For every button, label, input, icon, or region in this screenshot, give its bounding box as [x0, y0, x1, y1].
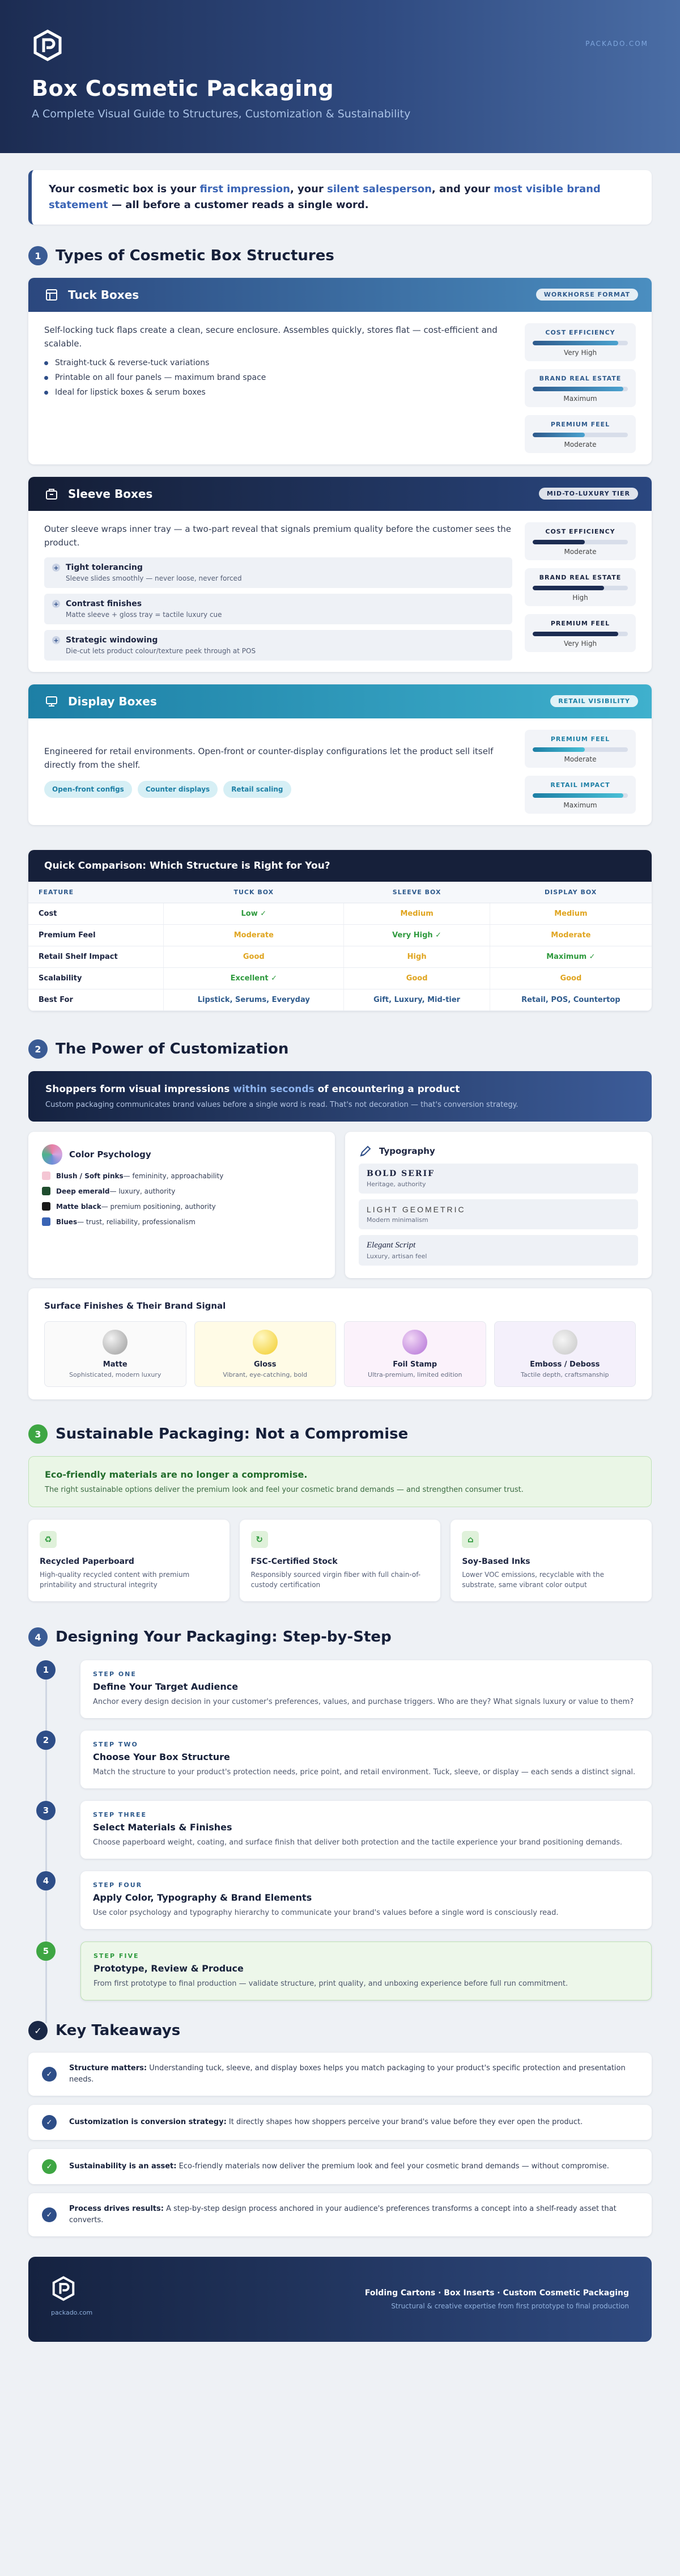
- takeaway-item: [28, 2105, 652, 2140]
- tuck-box-card: [28, 278, 652, 464]
- metric-bar: [533, 793, 628, 798]
- impression-banner: [28, 1071, 652, 1122]
- step-card: [80, 1941, 652, 2000]
- typeface-name: Elegant Script: [367, 1241, 416, 1250]
- site-url[interactable]: PACKADO.COM: [585, 40, 648, 48]
- step-title: Select Materials & Finishes: [93, 1822, 232, 1833]
- metric-bar-fill: [533, 747, 585, 752]
- table-cell: Good: [344, 968, 490, 989]
- tag-pill: Open-front configs: [44, 781, 132, 798]
- eco-card: [450, 1520, 652, 1601]
- step-number: 2: [36, 1731, 56, 1750]
- step-title: Choose Your Box Structure: [93, 1752, 230, 1762]
- typeface-desc: Heritage, authority: [367, 1181, 426, 1188]
- color-swatch: [42, 1217, 50, 1226]
- comparison-table-card: [28, 850, 652, 1011]
- box-icon: [44, 287, 59, 302]
- step-card: [80, 1801, 652, 1859]
- footer-services: Folding Cartons · Box Inserts · Custom Cosmetic Packaging: [364, 2289, 629, 2298]
- banner-highlight: within seconds: [233, 1084, 314, 1095]
- eco-card-desc: Responsibly sourced virgin fiber with full chain-of-custody certification: [250, 1571, 421, 1589]
- color-name: Deep emerald: [56, 1187, 110, 1195]
- step-desc: Use color psychology and typography hierarchy to communicate your brand's values before a single word is consciously read.: [93, 1909, 559, 1917]
- table-row: [28, 989, 652, 1011]
- card-body: [28, 312, 652, 464]
- page-subtitle: A Complete Visual Guide to Structures, Customization & Sustainability: [32, 108, 411, 120]
- pen-icon: [359, 1144, 372, 1158]
- feature-item: [44, 557, 512, 588]
- table-row: [28, 925, 652, 946]
- check-icon: ✓: [28, 2021, 48, 2040]
- finish-card: [494, 1321, 636, 1387]
- page-title: Box Cosmetic Packaging: [32, 76, 334, 101]
- intro-text: , and your: [431, 183, 494, 195]
- metric-value: Maximum: [563, 395, 597, 403]
- display-box-card: [28, 684, 652, 825]
- bullet-item: Ideal for lipstick boxes & serum boxes: [44, 388, 512, 397]
- color-item: [42, 1187, 321, 1195]
- table-cell: Medium: [490, 903, 652, 925]
- step-card: [80, 1660, 652, 1718]
- typeface-desc: Luxury, artisan feel: [367, 1253, 427, 1260]
- finish-card: [194, 1321, 337, 1387]
- tier-badge: MID-TO-LUXURY TIER: [539, 488, 638, 500]
- takeaway-text: [69, 2117, 583, 2128]
- step-number: 1: [36, 1660, 56, 1680]
- step-number: 4: [36, 1871, 56, 1890]
- takeaway-text: [69, 2063, 638, 2086]
- table-cell: Lipstick, Serums, Everyday: [164, 989, 344, 1011]
- color-meaning: — premium positioning, authority: [101, 1202, 216, 1211]
- color-name: Blush / Soft pinks: [56, 1171, 124, 1180]
- intro-highlight: first impression: [199, 183, 290, 195]
- finish-swatch: [103, 1330, 128, 1355]
- takeaway-lead: Process drives results:: [69, 2205, 164, 2213]
- intro-highlight: silent salesperson: [327, 183, 432, 195]
- typeface-sample: [359, 1235, 638, 1266]
- metric-bar-fill: [533, 632, 618, 636]
- step-number: 5: [36, 1941, 56, 1961]
- step-kicker: STEP FOUR: [93, 1881, 143, 1889]
- step-number: 3: [36, 1801, 56, 1820]
- color-swatch: [42, 1202, 50, 1211]
- metrics-column: [525, 323, 636, 453]
- card-header: [28, 477, 652, 511]
- tier-badge: WORKHORSE FORMAT: [536, 289, 638, 301]
- feature-desc: Matte sleeve + gloss tray = tactile luxury cue: [66, 611, 222, 619]
- section-heading-structures: [28, 246, 652, 265]
- color-item: [42, 1171, 321, 1180]
- step-desc: Match the structure to your product's protection needs, price point, and retail environment. Tuck, sleeve, or display — each sends a distinct signal.: [93, 1768, 636, 1776]
- card-title: Sleeve Boxes: [68, 487, 153, 501]
- color-item: [42, 1202, 321, 1211]
- takeaway-lead: Structure matters:: [69, 2064, 147, 2072]
- intro-callout: [28, 170, 652, 225]
- step-card: [80, 1871, 652, 1929]
- feature-title: + Contrast finishes: [52, 599, 504, 608]
- section-heading-steps: [28, 1627, 652, 1647]
- column-header: DISPLAY BOX: [490, 882, 652, 903]
- footer-right: [365, 2289, 629, 2310]
- metric-value: Moderate: [564, 548, 597, 556]
- step-kicker: STEP ONE: [93, 1670, 137, 1678]
- feature-title: + Tight tolerancing: [52, 563, 504, 572]
- eco-card-title: FSC-Certified Stock: [250, 1557, 338, 1566]
- tier-badge: RETAIL VISIBILITY: [550, 695, 638, 707]
- takeaway-item: [28, 2053, 652, 2096]
- check-icon: ✓: [42, 2115, 57, 2130]
- row-feature: Premium Feel: [28, 925, 164, 946]
- color-meaning: — femininity, approachability: [123, 1171, 224, 1180]
- eco-card-desc: High-quality recycled content with premium printability and structural integrity: [40, 1571, 190, 1589]
- typography-list: [359, 1164, 638, 1266]
- intro-text: Your cosmetic box is your: [49, 183, 200, 195]
- finishes-row: [44, 1321, 636, 1387]
- section-number: 2: [28, 1039, 48, 1059]
- table-cell: Moderate: [164, 925, 344, 946]
- intro-text: , your: [290, 183, 328, 195]
- card-description: Self-locking tuck flaps create a clean, secure enclosure. Assembles quickly, stores flat — cost-efficient and scalable.: [44, 325, 498, 349]
- metric-bar: [533, 387, 628, 391]
- banner-text: Shoppers form visual impressions: [45, 1084, 233, 1095]
- takeaway-text: [69, 2161, 609, 2172]
- finish-name: Gloss: [253, 1360, 277, 1369]
- step-item: [28, 1871, 652, 1929]
- finish-swatch: [402, 1330, 427, 1355]
- metric-premium-feel: [525, 415, 636, 453]
- column-header: TUCK BOX: [164, 882, 344, 903]
- eco-card-title: Soy-Based Inks: [462, 1557, 530, 1566]
- metrics-column: [525, 522, 636, 661]
- typeface-desc: Modern minimalism: [367, 1216, 428, 1224]
- panel-header: [42, 1144, 321, 1165]
- pill-group: [44, 781, 512, 798]
- metric-retail-impact: [525, 776, 636, 814]
- takeaway-text: [69, 2203, 638, 2226]
- section-heading-customization: [28, 1039, 652, 1059]
- check-icon: ✓: [42, 2207, 57, 2222]
- finish-card: [44, 1321, 186, 1387]
- row-feature: Retail Shelf Impact: [28, 946, 164, 968]
- metric-bar-fill: [533, 586, 604, 590]
- hero-banner: [0, 0, 680, 153]
- color-item: [42, 1217, 321, 1226]
- table-cell: Moderate: [490, 925, 652, 946]
- metric-label: PREMIUM FEEL: [550, 421, 610, 428]
- metric-value: Maximum: [563, 801, 597, 809]
- metric-label: RETAIL IMPACT: [550, 781, 610, 789]
- metric-value: Moderate: [564, 441, 597, 449]
- finish-desc: Sophisticated, modern luxury: [69, 1371, 162, 1378]
- bullet-list: [44, 358, 512, 397]
- step-item: [28, 1941, 652, 2000]
- intro-highlight: most visible brand statement: [49, 183, 601, 211]
- feature-desc: Die-cut lets product colour/texture peek through at POS: [66, 647, 256, 655]
- color-psychology-panel: [28, 1132, 335, 1278]
- eco-title: Eco-friendly materials are no longer a compromise.: [45, 1469, 308, 1480]
- takeaway-item: [28, 2193, 652, 2236]
- step-item: [28, 1731, 652, 1788]
- typography-panel: [345, 1132, 652, 1278]
- step-kicker: STEP THREE: [93, 1811, 147, 1818]
- finish-desc: Ultra-premium, limited edition: [368, 1371, 462, 1378]
- eco-desc: The right sustainable options deliver the premium look and feel your cosmetic brand demands — and strengthen consumer trust.: [45, 1486, 524, 1494]
- metric-bar: [533, 747, 628, 752]
- design-panels: [28, 1132, 652, 1278]
- section-title: Types of Cosmetic Box Structures: [56, 247, 334, 264]
- card-title: Display Boxes: [68, 695, 157, 708]
- intro-text: — all before a customer reads a single word.: [108, 199, 369, 211]
- sleeve-box-icon: [44, 487, 59, 501]
- table-cell: Medium: [344, 903, 490, 925]
- takeaway-lead: Sustainability is an asset:: [69, 2162, 177, 2171]
- metric-value: Moderate: [564, 755, 597, 763]
- color-list: [42, 1171, 321, 1226]
- card-description: Outer sleeve wraps inner tray — a two-part reveal that signals premium quality before the customer sees the product.: [44, 524, 512, 548]
- footer-site-url[interactable]: packado.com: [51, 2309, 93, 2316]
- eco-cards: [28, 1520, 652, 1601]
- metric-bar: [533, 540, 628, 544]
- step-desc: Anchor every design decision in your customer's preferences, values, and purchase triggers. Who are they? What signals luxury or value to them?: [93, 1698, 634, 1706]
- feature-title: + Strategic windowing: [52, 636, 504, 645]
- metric-bar: [533, 632, 628, 636]
- section-title: Sustainable Packaging: Not a Compromise: [56, 1426, 409, 1443]
- refresh-icon: ↻: [251, 1531, 268, 1548]
- panel-title: Typography: [379, 1146, 435, 1156]
- color-wheel-icon: [42, 1144, 62, 1165]
- metric-brand-real-estate: [525, 369, 636, 407]
- bullet-item: Straight-tuck & reverse-tuck variations: [44, 358, 512, 367]
- metric-bar: [533, 433, 628, 437]
- eco-callout: [28, 1456, 652, 1507]
- eco-card: [240, 1520, 441, 1601]
- comparison-table: [28, 882, 652, 1011]
- typeface-sample: [359, 1164, 638, 1194]
- step-desc: From first prototype to final production — validate structure, print quality, and unboxing experience before full run commitment.: [94, 1979, 568, 1988]
- metric-bar-fill: [533, 540, 585, 544]
- finish-name: Foil Stamp: [393, 1360, 437, 1369]
- card-header: [28, 278, 652, 312]
- home-icon: ⌂: [462, 1531, 479, 1548]
- table-row: [28, 903, 652, 925]
- table-cell: Low ✓: [164, 903, 344, 925]
- metric-brand-real-estate: [525, 568, 636, 606]
- sleeve-box-card: [28, 477, 652, 672]
- monitor-icon: [44, 694, 59, 709]
- takeaways-list: [28, 2053, 652, 2236]
- section-number: 4: [28, 1627, 48, 1647]
- color-meaning: — trust, reliability, professionalism: [77, 1217, 196, 1226]
- step-title: Apply Color, Typography & Brand Elements: [93, 1892, 312, 1903]
- typeface-name: LIGHT GEOMETRIC: [367, 1205, 466, 1214]
- card-description: Engineered for retail environments. Open-front or counter-display configurations let the product sell itself directly from the shelf.: [44, 746, 494, 770]
- recycle-icon: ♻: [40, 1531, 57, 1548]
- table-cell: Good: [490, 968, 652, 989]
- step-item: [28, 1801, 652, 1859]
- panel-title: Color Psychology: [69, 1149, 151, 1160]
- check-icon: ✓: [42, 2067, 57, 2082]
- metric-label: COST EFFICIENCY: [545, 329, 615, 336]
- takeaway-body: Eco-friendly materials now deliver the premium look and feel your cosmetic brand demands — without compromise.: [176, 2162, 609, 2171]
- metric-bar-fill: [533, 387, 623, 391]
- metric-premium-feel: [525, 730, 636, 768]
- column-header: FEATURE: [28, 882, 164, 903]
- bullet-item: Printable on all four panels — maximum brand space: [44, 373, 512, 382]
- feature-item: [44, 630, 512, 661]
- step-card: [80, 1731, 652, 1788]
- color-name: Blues: [56, 1217, 78, 1226]
- footer-tagline: Structural & creative expertise from first prototype to final production: [391, 2302, 629, 2310]
- card-header: [28, 684, 652, 718]
- card-body: [28, 718, 652, 825]
- feature-desc: Sleeve slides smoothly — never loose, never forced: [66, 574, 242, 582]
- finish-desc: Vibrant, eye-catching, bold: [223, 1371, 308, 1378]
- footer: [28, 2257, 652, 2342]
- section-number: 3: [28, 1424, 48, 1444]
- comparison-title: Quick Comparison: Which Structure is Right for You?: [28, 850, 652, 882]
- metric-label: BRAND REAL ESTATE: [539, 574, 622, 581]
- takeaway-item: [28, 2149, 652, 2184]
- takeaway-body: It directly shapes how shoppers perceive your brand's value before they ever open the product.: [226, 2118, 583, 2126]
- feature-item: [44, 594, 512, 624]
- metric-cost-efficiency: [525, 323, 636, 361]
- takeaway-lead: Customization is conversion strategy:: [69, 2118, 227, 2126]
- section-heading-takeaways: [28, 2021, 652, 2040]
- section-title: Key Takeaways: [56, 2022, 181, 2039]
- section-number: 1: [28, 246, 48, 265]
- table-cell: Good: [164, 946, 344, 968]
- metric-label: COST EFFICIENCY: [545, 528, 615, 535]
- metric-label: BRAND REAL ESTATE: [539, 375, 622, 382]
- table-cell: Maximum ✓: [490, 946, 652, 968]
- eco-card: [28, 1520, 230, 1601]
- step-item: [28, 1660, 652, 1718]
- panel-header: [359, 1144, 638, 1158]
- table-cell: Excellent ✓: [164, 968, 344, 989]
- metric-bar: [533, 341, 628, 345]
- typeface-sample: [359, 1199, 638, 1229]
- finish-desc: Tactile depth, craftsmanship: [520, 1371, 609, 1378]
- metric-bar-fill: [533, 793, 623, 798]
- color-meaning: — luxury, authority: [109, 1187, 176, 1195]
- table-cell: Very High ✓: [344, 925, 490, 946]
- step-desc: Choose paperboard weight, coating, and surface finish that deliver both protection and the tactile experience your brand positioning demands.: [93, 1838, 623, 1847]
- step-title: Prototype, Review & Produce: [94, 1963, 244, 1974]
- tag-pill: Counter displays: [138, 781, 218, 798]
- table-cell: Retail, POS, Countertop: [490, 989, 652, 1011]
- step-title: Define Your Target Audience: [93, 1681, 239, 1692]
- eco-card-desc: Lower VOC emissions, recyclable with the substrate, same vibrant color output: [462, 1571, 604, 1589]
- finish-name: Matte: [103, 1360, 128, 1369]
- finish-swatch: [552, 1330, 577, 1355]
- section-heading-sustainable: [28, 1424, 652, 1444]
- finish-swatch: [253, 1330, 278, 1355]
- metric-bar: [533, 586, 628, 590]
- typeface-name: BOLD SERIF: [367, 1169, 435, 1178]
- hexagon-p-logo[interactable]: [51, 2276, 76, 2301]
- metric-bar-fill: [533, 341, 618, 345]
- table-cell: High: [344, 946, 490, 968]
- finish-card: [344, 1321, 486, 1387]
- row-feature: Cost: [28, 903, 164, 925]
- eco-card-title: Recycled Paperboard: [40, 1557, 134, 1566]
- takeaway-body: Understanding tuck, sleeve, and display boxes helps you match packaging to your product's specific protection and presentation needs.: [69, 2064, 626, 2084]
- metric-value: Very High: [563, 640, 597, 648]
- section-title: The Power of Customization: [56, 1040, 289, 1058]
- metric-value: High: [572, 594, 588, 602]
- step-kicker: STEP TWO: [93, 1741, 138, 1748]
- surface-finishes-card: [28, 1288, 652, 1399]
- table-row: [28, 968, 652, 989]
- color-swatch: [42, 1187, 50, 1195]
- metric-label: PREMIUM FEEL: [550, 735, 610, 743]
- column-header: SLEEVE BOX: [344, 882, 490, 903]
- metric-cost-efficiency: [525, 522, 636, 560]
- table-row: [28, 946, 652, 968]
- row-feature: Scalability: [28, 968, 164, 989]
- check-icon: ✓: [42, 2159, 57, 2174]
- color-name: Matte black: [56, 1202, 101, 1211]
- table-cell: Gift, Luxury, Mid-tier: [344, 989, 490, 1011]
- banner-title: [45, 1084, 635, 1095]
- card-body: [28, 511, 652, 672]
- metric-bar-fill: [533, 433, 585, 437]
- step-kicker: STEP FIVE: [94, 1952, 139, 1960]
- metric-label: PREMIUM FEEL: [550, 620, 610, 627]
- color-swatch: [42, 1171, 50, 1180]
- metrics-column: [525, 730, 636, 814]
- finish-name: Emboss / Deboss: [530, 1360, 600, 1369]
- section-title: Designing Your Packaging: Step-by-Step: [56, 1628, 392, 1646]
- card-title: Tuck Boxes: [68, 288, 139, 302]
- row-feature: Best For: [28, 989, 164, 1011]
- metric-value: Very High: [563, 349, 597, 357]
- banner-desc: Custom packaging communicates brand values before a single word is read. That's not decoration — that's conversion strategy.: [45, 1101, 518, 1109]
- steps-timeline: [28, 1660, 652, 2000]
- hexagon-p-logo[interactable]: [32, 29, 63, 61]
- metric-premium-feel: [525, 614, 636, 652]
- banner-text: of encountering a product: [314, 1084, 460, 1095]
- tag-pill: Retail scaling: [223, 781, 291, 798]
- takeaway-body: A step-by-step design process anchored in your audience's preferences transforms a concept into a shelf-ready asset that converts.: [69, 2205, 617, 2224]
- finishes-title: Surface Finishes & Their Brand Signal: [44, 1301, 226, 1311]
